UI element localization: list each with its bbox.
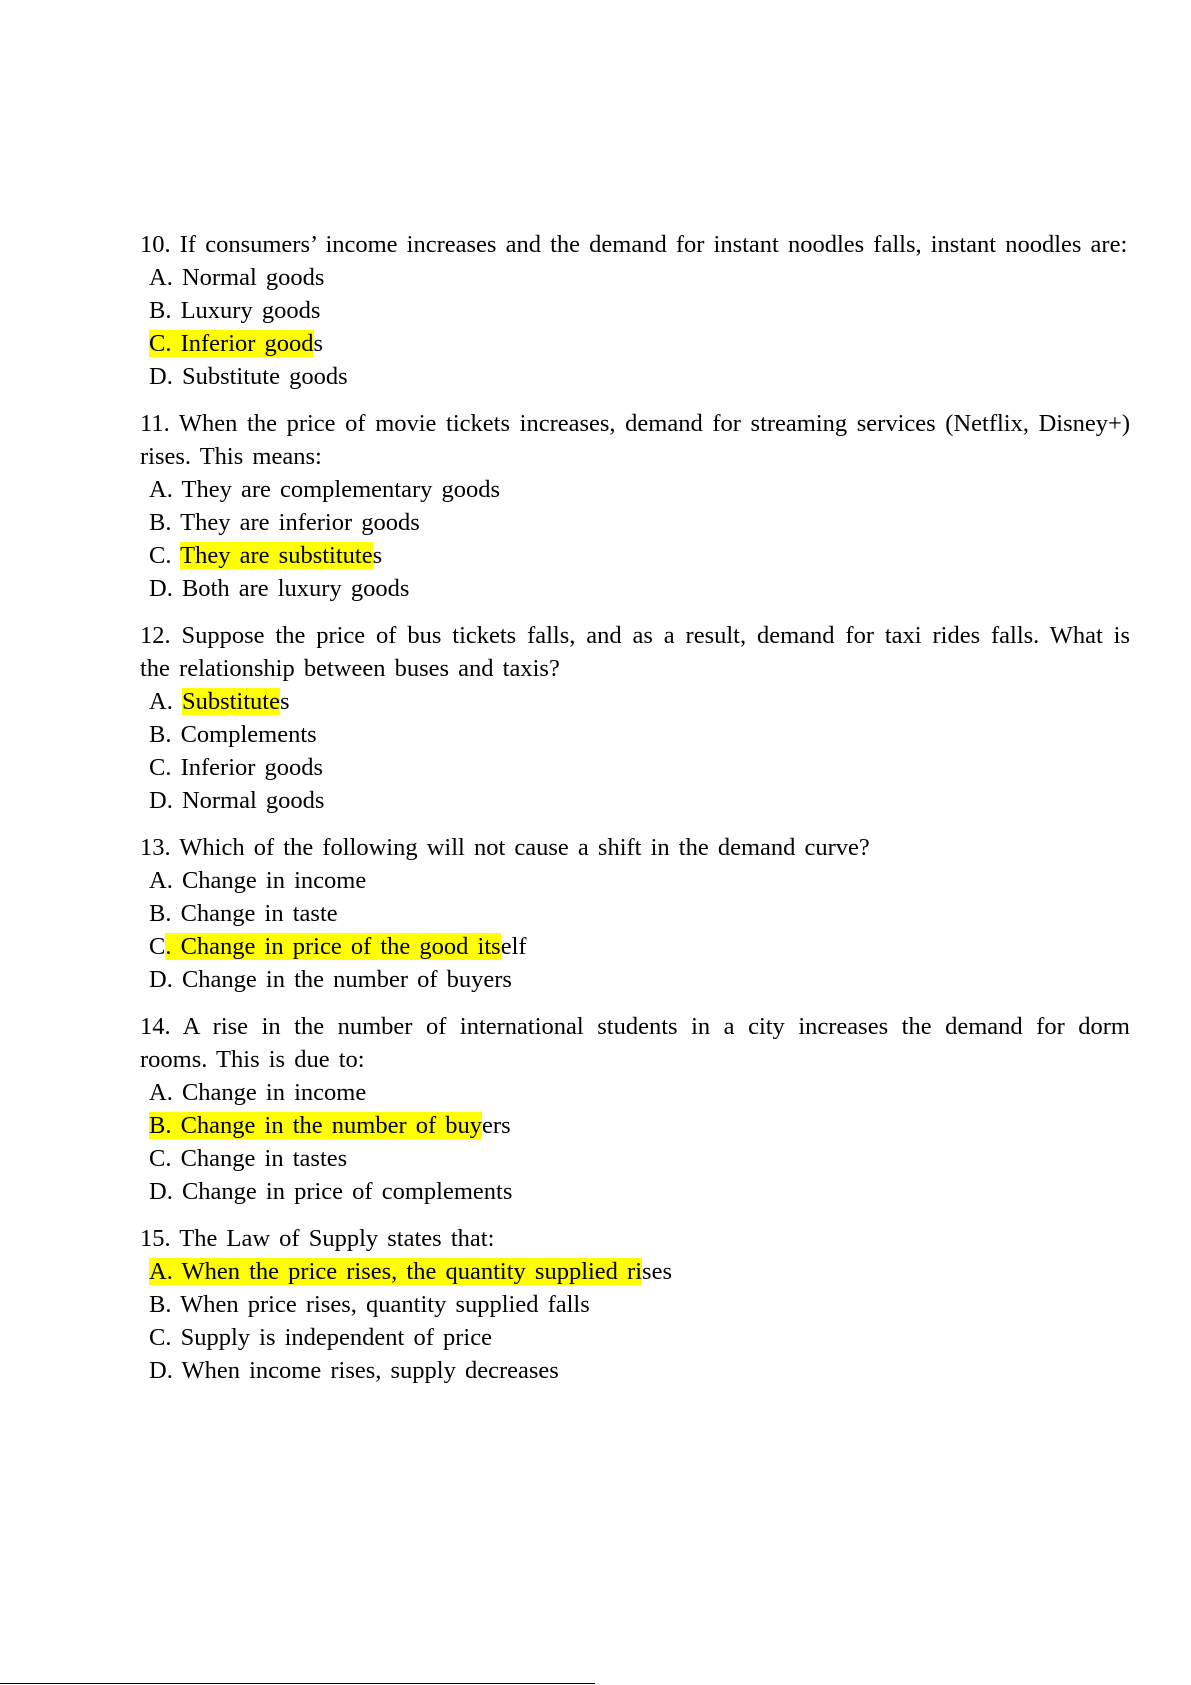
question-14	[140, 1010, 1130, 1208]
option-suffix: D. When income rises, supply decreases	[149, 1357, 559, 1384]
option-d	[149, 360, 1130, 393]
option-b	[149, 718, 1130, 751]
option-c	[149, 1321, 1130, 1354]
question-text: 13. Which of the following will not cause a shift in the demand curve?	[140, 834, 870, 861]
footer-divider	[0, 1683, 595, 1684]
option-suffix: D. Normal goods	[149, 787, 325, 814]
option-suffix: s	[372, 542, 383, 569]
question-text: 10. If consumers’ income increases and the demand for instant noodles falls, instant noodles are:	[140, 231, 1128, 258]
question-10	[140, 228, 1130, 393]
option-suffix: s	[279, 688, 290, 715]
option-a	[149, 1076, 1130, 1109]
option-c	[149, 751, 1130, 784]
option-c-answer	[149, 327, 1130, 360]
question-text: 12. Suppose the price of bus tickets falls, and as a result, demand for taxi rides falls. What is the relationship between buses and taxis?	[140, 622, 1130, 682]
option-suffix: B. Complements	[149, 721, 317, 748]
option-suffix: s	[313, 330, 324, 357]
option-a	[149, 261, 1130, 294]
option-c-answer	[149, 930, 1130, 963]
option-d	[149, 1354, 1130, 1387]
option-suffix: A. They are complementary goods	[149, 476, 501, 503]
option-suffix: A. Change in income	[149, 1079, 367, 1106]
option-a	[149, 473, 1130, 506]
question-text: 14. A rise in the number of international students in a city increases the demand for dorm rooms. This is due to:	[140, 1013, 1130, 1073]
question-13	[140, 831, 1130, 996]
option-highlight: Substitute	[181, 688, 280, 715]
option-highlight: . Change in price of the good its	[165, 933, 501, 960]
question-12	[140, 619, 1130, 817]
option-d	[149, 572, 1130, 605]
option-highlight: B. Change in the number of buy	[149, 1112, 483, 1139]
option-prefix: C	[149, 933, 166, 960]
option-highlight: A. When the price rises, the quantity supplied ri	[149, 1258, 643, 1285]
option-d	[149, 1175, 1130, 1208]
question-15	[140, 1222, 1130, 1387]
option-a-answer	[149, 685, 1130, 718]
question-list	[140, 228, 1130, 1401]
option-suffix: D. Substitute goods	[149, 363, 348, 390]
option-suffix: elf	[500, 933, 527, 960]
question-text: 15. The Law of Supply states that:	[140, 1225, 495, 1252]
option-d	[149, 784, 1130, 817]
option-d	[149, 963, 1130, 996]
option-suffix: B. When price rises, quantity supplied falls	[149, 1291, 590, 1318]
option-suffix: B. Change in taste	[149, 900, 338, 927]
option-suffix: ses	[642, 1258, 672, 1285]
option-suffix: C. Change in tastes	[149, 1145, 348, 1172]
option-suffix: D. Change in the number of buyers	[149, 966, 512, 993]
option-b	[149, 294, 1130, 327]
option-a-answer	[149, 1255, 1130, 1288]
option-highlight: C. Inferior good	[149, 330, 314, 357]
option-suffix: A. Change in income	[149, 867, 367, 894]
question-text: 11. When the price of movie tickets increases, demand for streaming services (Netflix, Disney+) rises. This means:	[140, 410, 1130, 470]
option-suffix: D. Change in price of complements	[149, 1178, 513, 1205]
option-b	[149, 1288, 1130, 1321]
question-11	[140, 407, 1130, 605]
option-suffix: B. Luxury goods	[149, 297, 321, 324]
option-a	[149, 864, 1130, 897]
option-highlight: They are substitute	[180, 542, 373, 569]
option-c	[149, 1142, 1130, 1175]
option-suffix: C. Supply is independent of price	[149, 1324, 492, 1351]
option-b	[149, 897, 1130, 930]
option-suffix: ers	[482, 1112, 511, 1139]
option-suffix: C. Inferior goods	[149, 754, 324, 781]
option-suffix: B. They are inferior goods	[149, 509, 420, 536]
option-suffix: D. Both are luxury goods	[149, 575, 410, 602]
option-b	[149, 506, 1130, 539]
option-prefix: C.	[149, 542, 181, 569]
option-prefix: A.	[149, 688, 182, 715]
option-c-answer	[149, 539, 1130, 572]
option-suffix: A. Normal goods	[149, 264, 325, 291]
option-b-answer	[149, 1109, 1130, 1142]
